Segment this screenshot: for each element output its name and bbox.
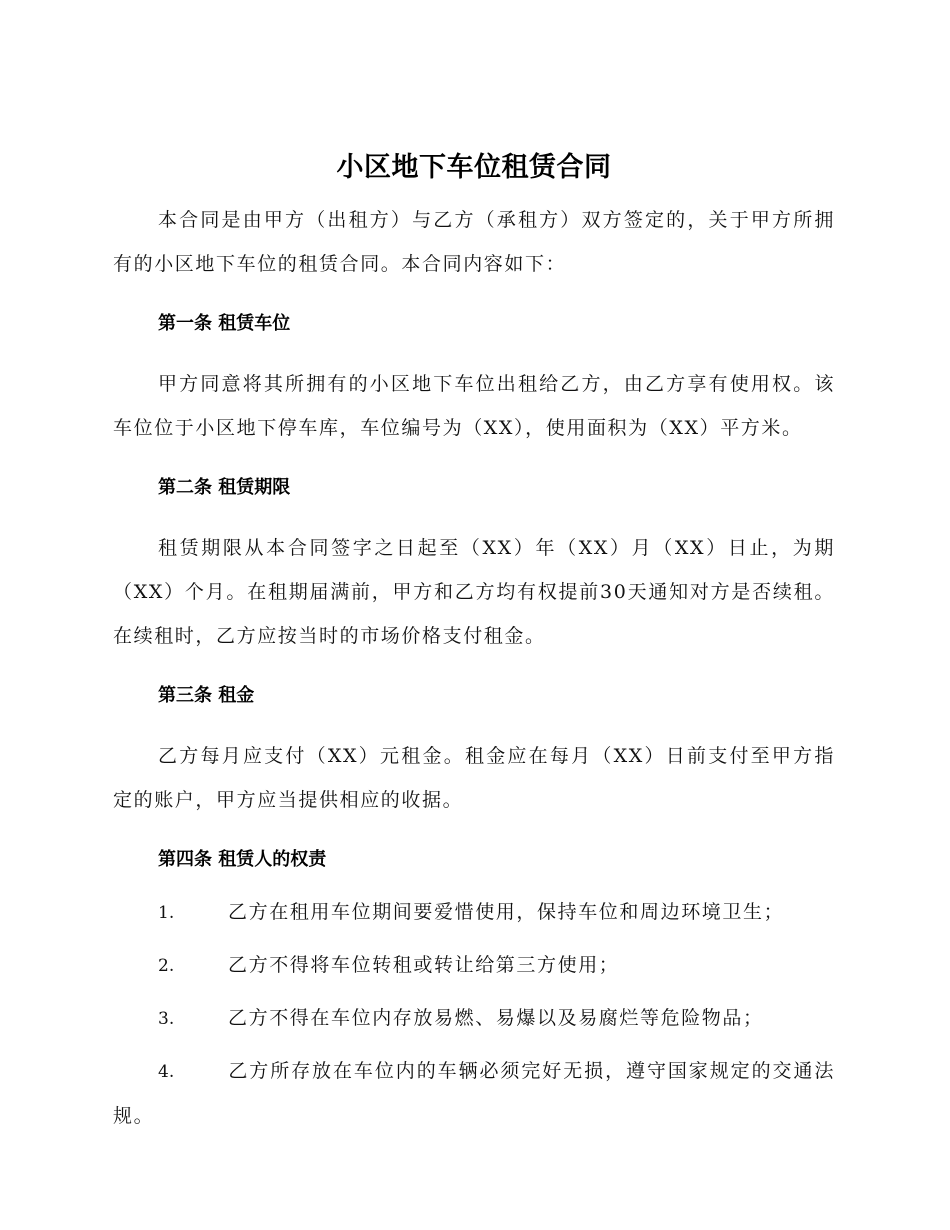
contract-document [113,146,835,1138]
section-body-1: 甲方同意将其所拥有的小区地下车位出租给乙方，由乙方享有使用权。该车位位于小区地下停车库，车位编号为（XX），使用面积为（XX）平方米。 [113,373,835,439]
list-item [113,943,835,988]
section-heading-4: 第四条 租赁人的权责 [158,849,327,870]
list-item-number: 3. [158,1009,175,1029]
section-heading-1: 第一条 租赁车位 [158,313,291,334]
list-item [113,996,835,1041]
list-item-number: 2. [158,956,175,976]
section-heading-2: 第二条 租赁期限 [158,477,291,498]
list-item-text: 乙方所存放在车位内的车辆必须完好无损，遵守国家规定的交通法规。 [113,1060,835,1127]
list-item [113,890,835,935]
list-item-number: 4. [158,1062,175,1082]
responsibilities-list [113,890,835,1138]
list-item [113,1049,835,1138]
section-body-3: 乙方每月应支付（XX）元租金。租金应在每月（XX）日前支付至甲方指定的账户，甲方应当提供相应的收据。 [113,745,835,811]
intro-paragraph: 本合同是由甲方（出租方）与乙方（承租方）双方签定的，关于甲方所拥有的小区地下车位的租赁合同。本合同内容如下： [113,209,835,275]
section-heading-3: 第三条 租金 [158,685,255,706]
list-item-text: 乙方在租用车位期间要爱惜使用，保持车位和周边环境卫生； [228,901,785,923]
list-item-text: 乙方不得将车位转租或转让给第三方使用； [228,954,620,976]
list-item-number: 1. [158,903,175,923]
section-body-2: 租赁期限从本合同签字之日起至（XX）年（XX）月（XX）日止，为期（XX）个月。在租期届满前，甲方和乙方均有权提前30天通知对方是否续租。在续租时，乙方应按当时的市场价格支付租金。 [113,537,835,647]
list-item-text: 乙方不得在车位内存放易燃、易爆以及易腐烂等危险物品； [228,1007,764,1029]
document-title: 小区地下车位租赁合同 [336,152,612,183]
